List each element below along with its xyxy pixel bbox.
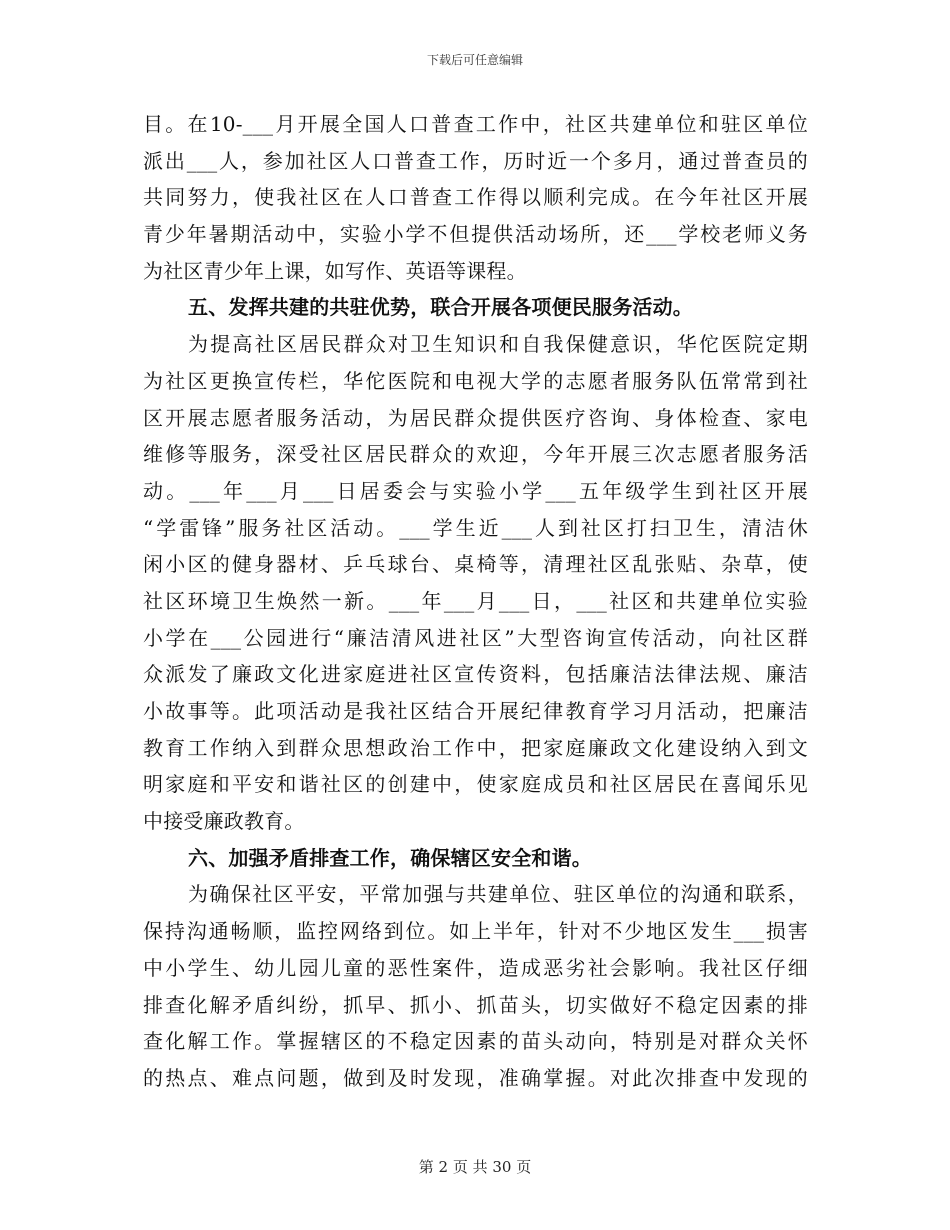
body-line: 为社区更换宣传栏，华佗医院和电视大学的志愿者服务队伍常常到社 <box>143 368 808 393</box>
body-line: 目。在10-___月开展全国人口普查工作中，社区共建单位和驻区单位 <box>143 112 808 136</box>
body-line: 为社区青少年上课，如写作、英语等课程。 <box>143 258 527 283</box>
body-line: 中接受廉政教育。 <box>143 809 305 834</box>
document-body <box>143 106 808 1097</box>
body-line: 众派发了廉政文化进家庭进社区宣传资料，包括廉洁法律法规、廉洁 <box>143 662 808 687</box>
page-number: 第 2 页 共 30 页 <box>418 1158 532 1176</box>
body-line: 为提高社区居民群众对卫生知识和自我保健意识，华佗医院定期 <box>188 332 808 357</box>
body-line: 为确保社区平安，平常加强与共建单位、驻区单位的沟通和联系， <box>188 882 808 907</box>
section-heading-5: 五、发挥共建的共驻优势，联合开展各项便民服务活动。 <box>188 295 693 320</box>
page-header-note: 下载后可任意编辑 <box>426 53 523 67</box>
body-line: 小学在___公园进行“廉洁清风进社区”大型咨询宣传活动，向社区群 <box>143 625 808 650</box>
body-line: 小故事等。此项活动是我社区结合开展纪律教育学习月活动，把廉洁 <box>143 699 808 723</box>
body-line: 派出___人，参加社区人口普查工作，历时近一个多月，通过普查员的 <box>143 148 808 173</box>
body-line: 维修等服务，深受社区居民群众的欢迎，今年开展三次志愿者服务活 <box>143 442 808 467</box>
section-heading-6: 六、加强矛盾排查工作，确保辖区安全和谐。 <box>188 845 592 870</box>
body-line: 的热点、难点问题，做到及时发现，准确掌握。对此次排查中发现的 <box>143 1065 808 1090</box>
body-line: 动。___年___月___日居委会与实验小学___五年级学生到社区开展 <box>143 478 808 503</box>
body-line: 闲小区的健身器材、乒乓球台、桌椅等，清理社区乱张贴、杂草，使 <box>143 552 808 577</box>
body-line: 明家庭和平安和谐社区的创建中，使家庭成员和社区居民在喜闻乐见 <box>143 772 808 797</box>
body-line: 共同努力，使我社区在人口普查工作得以顺利完成。在今年社区开展 <box>143 185 808 210</box>
body-line: 教育工作纳入到群众思想政治工作中，把家庭廉政文化建设纳入到文 <box>143 735 808 760</box>
body-line: 区开展志愿者服务活动，为居民群众提供医疗咨询、身体检查、家电 <box>143 405 808 430</box>
body-line: 排查化解矛盾纠纷，抓早、抓小、抓苗头，切实做好不稳定因素的排 <box>143 992 808 1017</box>
body-line: 查化解工作。掌握辖区的不稳定因素的苗头动向，特别是对群众关怀 <box>143 1029 808 1054</box>
body-line: “学雷锋”服务社区活动。___学生近___人到社区打扫卫生，清洁休 <box>143 515 808 540</box>
body-line: 保持沟通畅顺，监控网络到位。如上半年，针对不少地区发生___损害 <box>143 919 808 944</box>
body-line: 青少年暑期活动中，实验小学不但提供活动场所，还___学校老师义务 <box>143 222 808 247</box>
body-line: 社区环境卫生焕然一新。___年___月___日，___社区和共建单位实验 <box>143 588 808 613</box>
body-line: 中小学生、幼儿园儿童的恶性案件，造成恶劣社会影响。我社区仔细 <box>143 955 808 980</box>
